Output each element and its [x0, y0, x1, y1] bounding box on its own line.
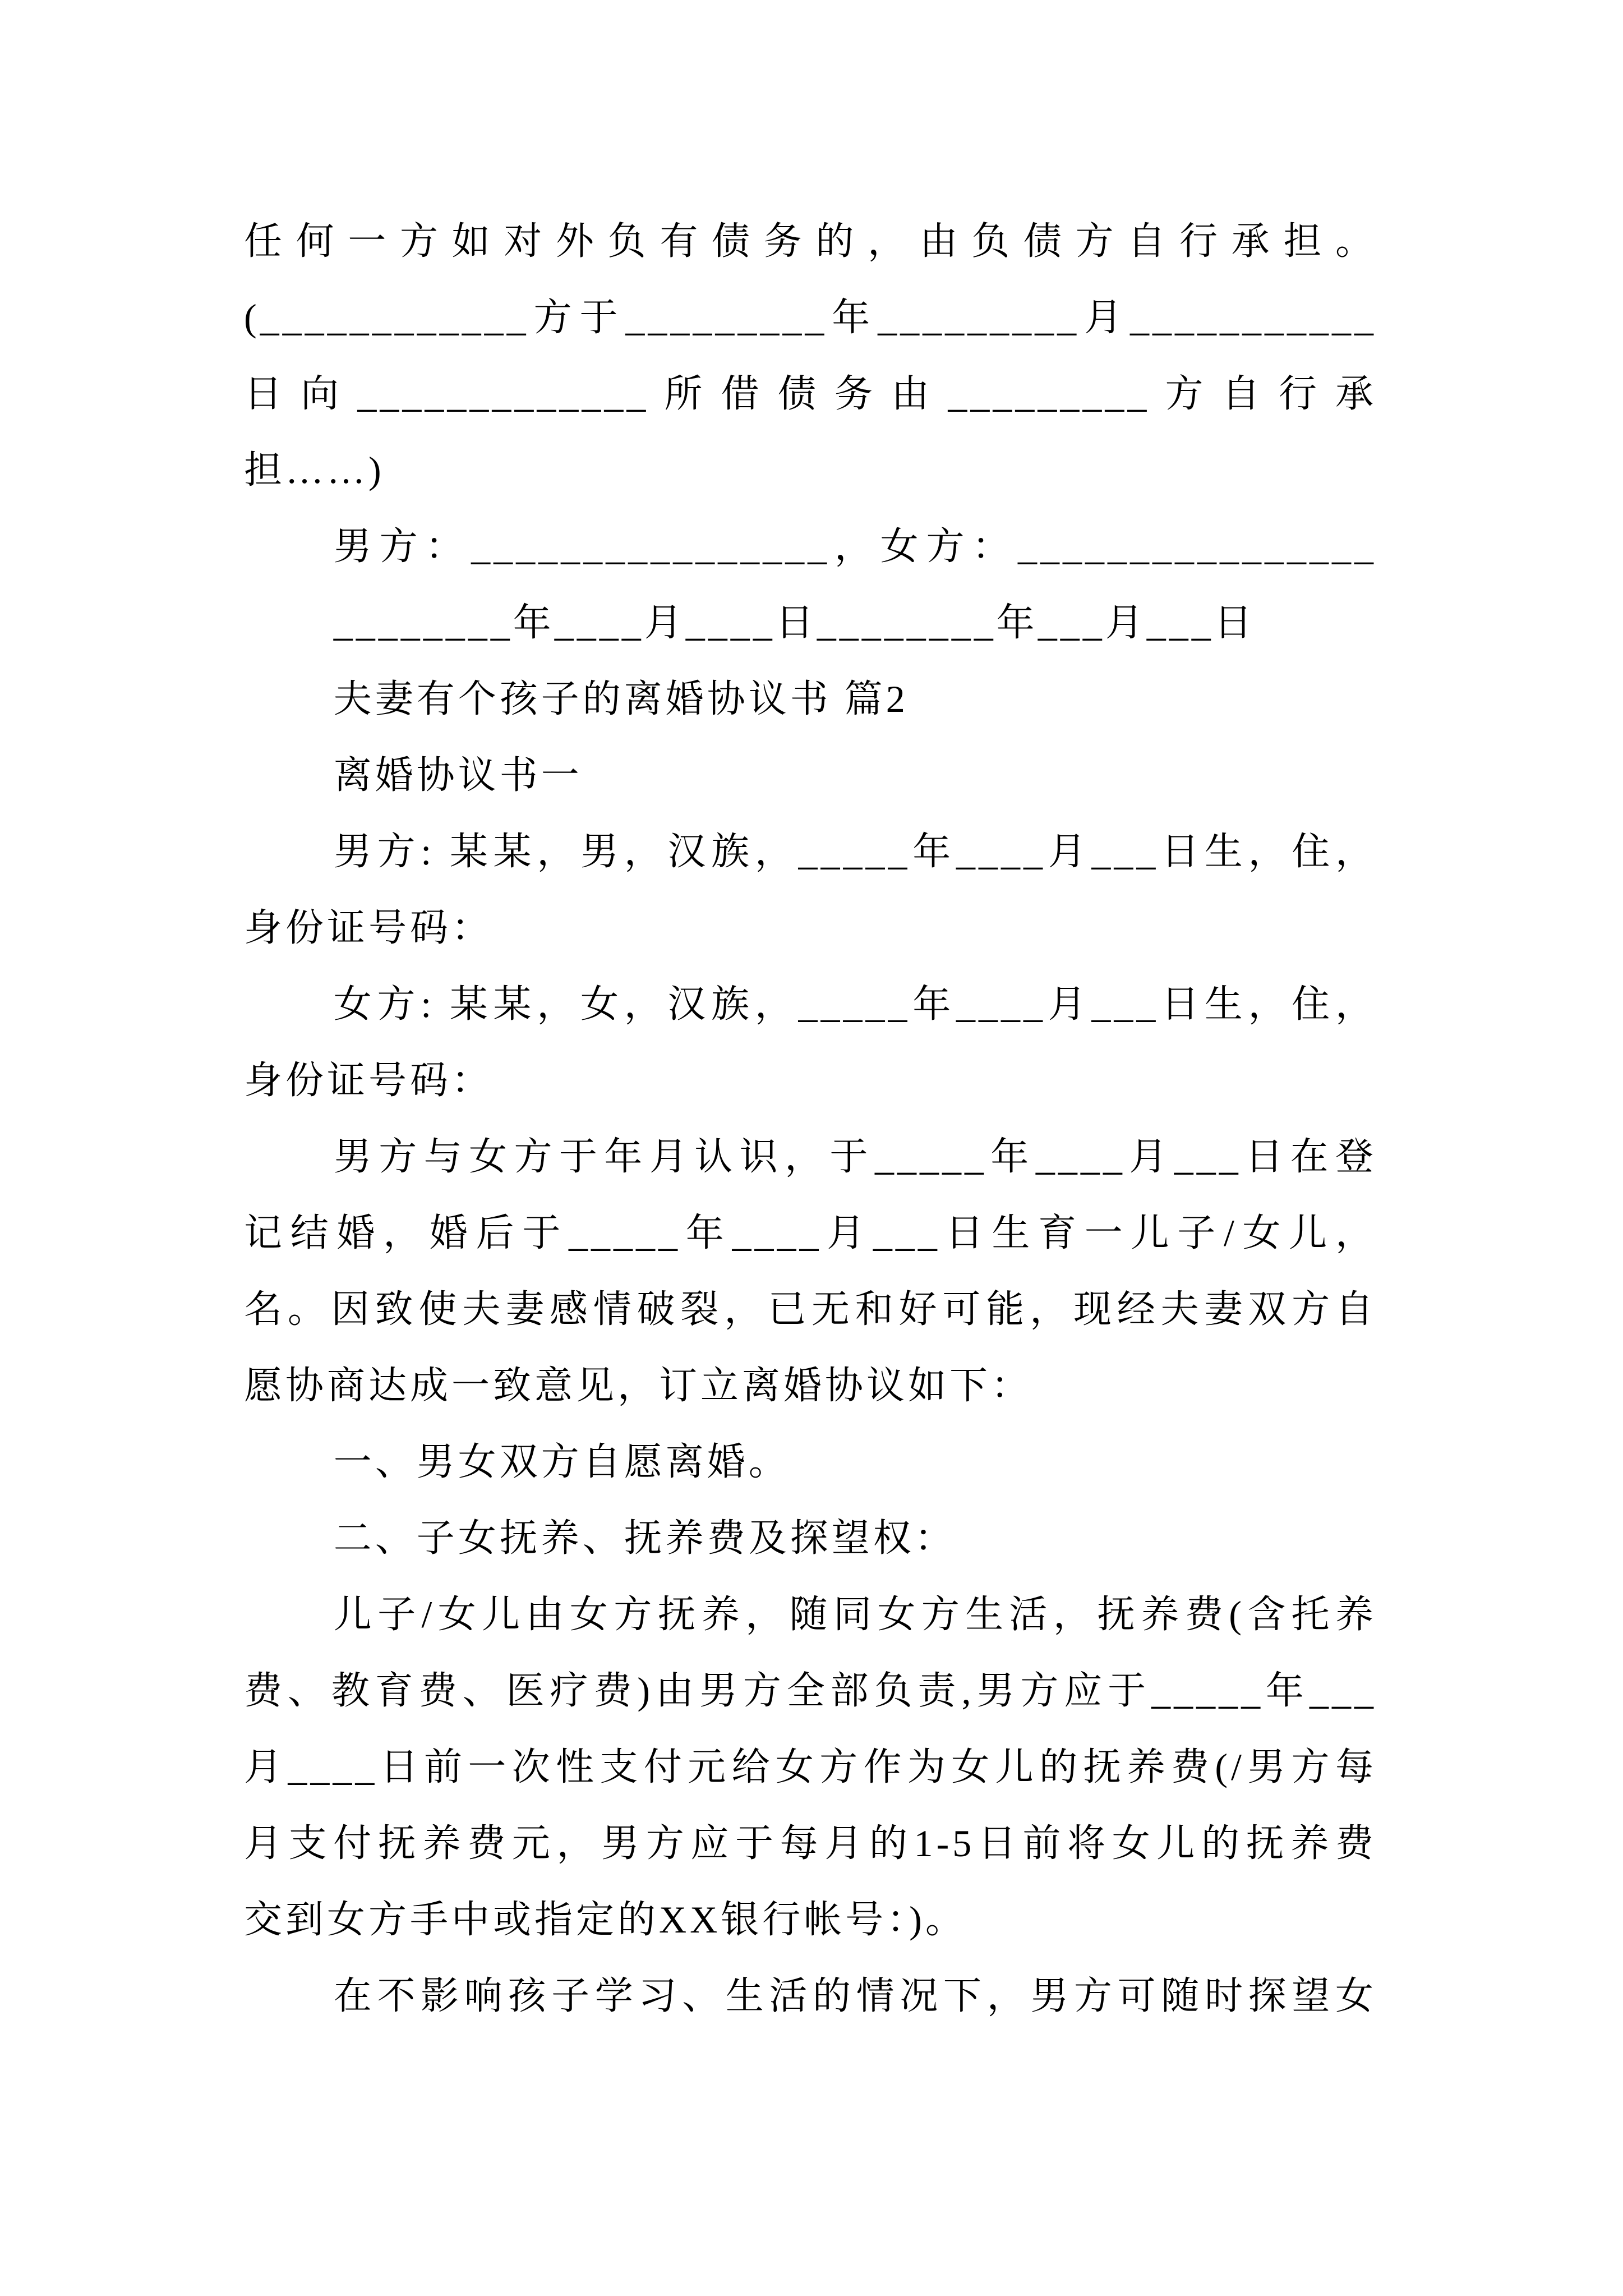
clause-line: 一、男女双方自愿离婚。 — [333, 1441, 790, 1483]
date-line: ________年____月____日________年___月___日 — [333, 601, 1256, 644]
paragraph-line: 月____日前一次性支付元给女方作为女儿的抚养费(/男方每 — [244, 1746, 1377, 1788]
party-info-line: 女方: 某某，女，汉族，_____年____月___日生，住， — [333, 983, 1377, 1025]
blank-fill-line: (____________方于_________年_________月___________ — [244, 296, 1377, 339]
clause-line: 二、子女抚养、抚养费及探望权： — [333, 1517, 956, 1559]
paragraph-line: 月支付抚养费元，男方应于每月的1-5日前将女儿的抚养费 — [244, 1822, 1377, 1865]
signature-line: 男方：________________，女方：________________ — [333, 525, 1377, 568]
paragraph-line: 担……) — [244, 449, 385, 491]
paragraph-line: 名。因致使夫妻感情破裂，已无和好可能，现经夫妻双方自 — [244, 1288, 1377, 1331]
paragraph-line: 愿协商达成一致意见，订立离婚协议如下： — [244, 1364, 1033, 1407]
subsection-title: 离婚协议书一 — [333, 754, 583, 797]
party-info-line: 男方: 某某，男，汉族，_____年____月___日生，住， — [333, 830, 1377, 873]
section-title: 夫妻有个孩子的离婚协议书 篇2 — [333, 678, 909, 720]
paragraph-line: 记结婚，婚后于_____年____月___日生育一儿子/女儿， — [244, 1212, 1377, 1254]
paragraph-line: 男方与女方于年月认识，于_____年____月___日在登 — [333, 1135, 1377, 1178]
id-number-line: 身份证号码： — [244, 1059, 494, 1102]
paragraph-line: 任何一方如对外负有债务的，由负债方自行承担。 — [244, 220, 1377, 263]
paragraph-line: 交到女方手中或指定的XX银行帐号：)。 — [244, 1898, 967, 1941]
document-body — [244, 203, 1377, 2034]
paragraph-line: 在不影响孩子学习、生活的情况下，男方可随时探望女 — [333, 1975, 1377, 2017]
paragraph-line: 费、教育费、医疗费)由男方全部负责,男方应于_____年___ — [244, 1669, 1377, 1712]
paragraph-line: 儿子/女儿由女方抚养，随同女方生活，抚养费(含托养 — [333, 1593, 1377, 1636]
id-number-line: 身份证号码： — [244, 907, 494, 949]
blank-fill-line: 日向_____________所借债务由_________方自行承 — [244, 372, 1377, 415]
